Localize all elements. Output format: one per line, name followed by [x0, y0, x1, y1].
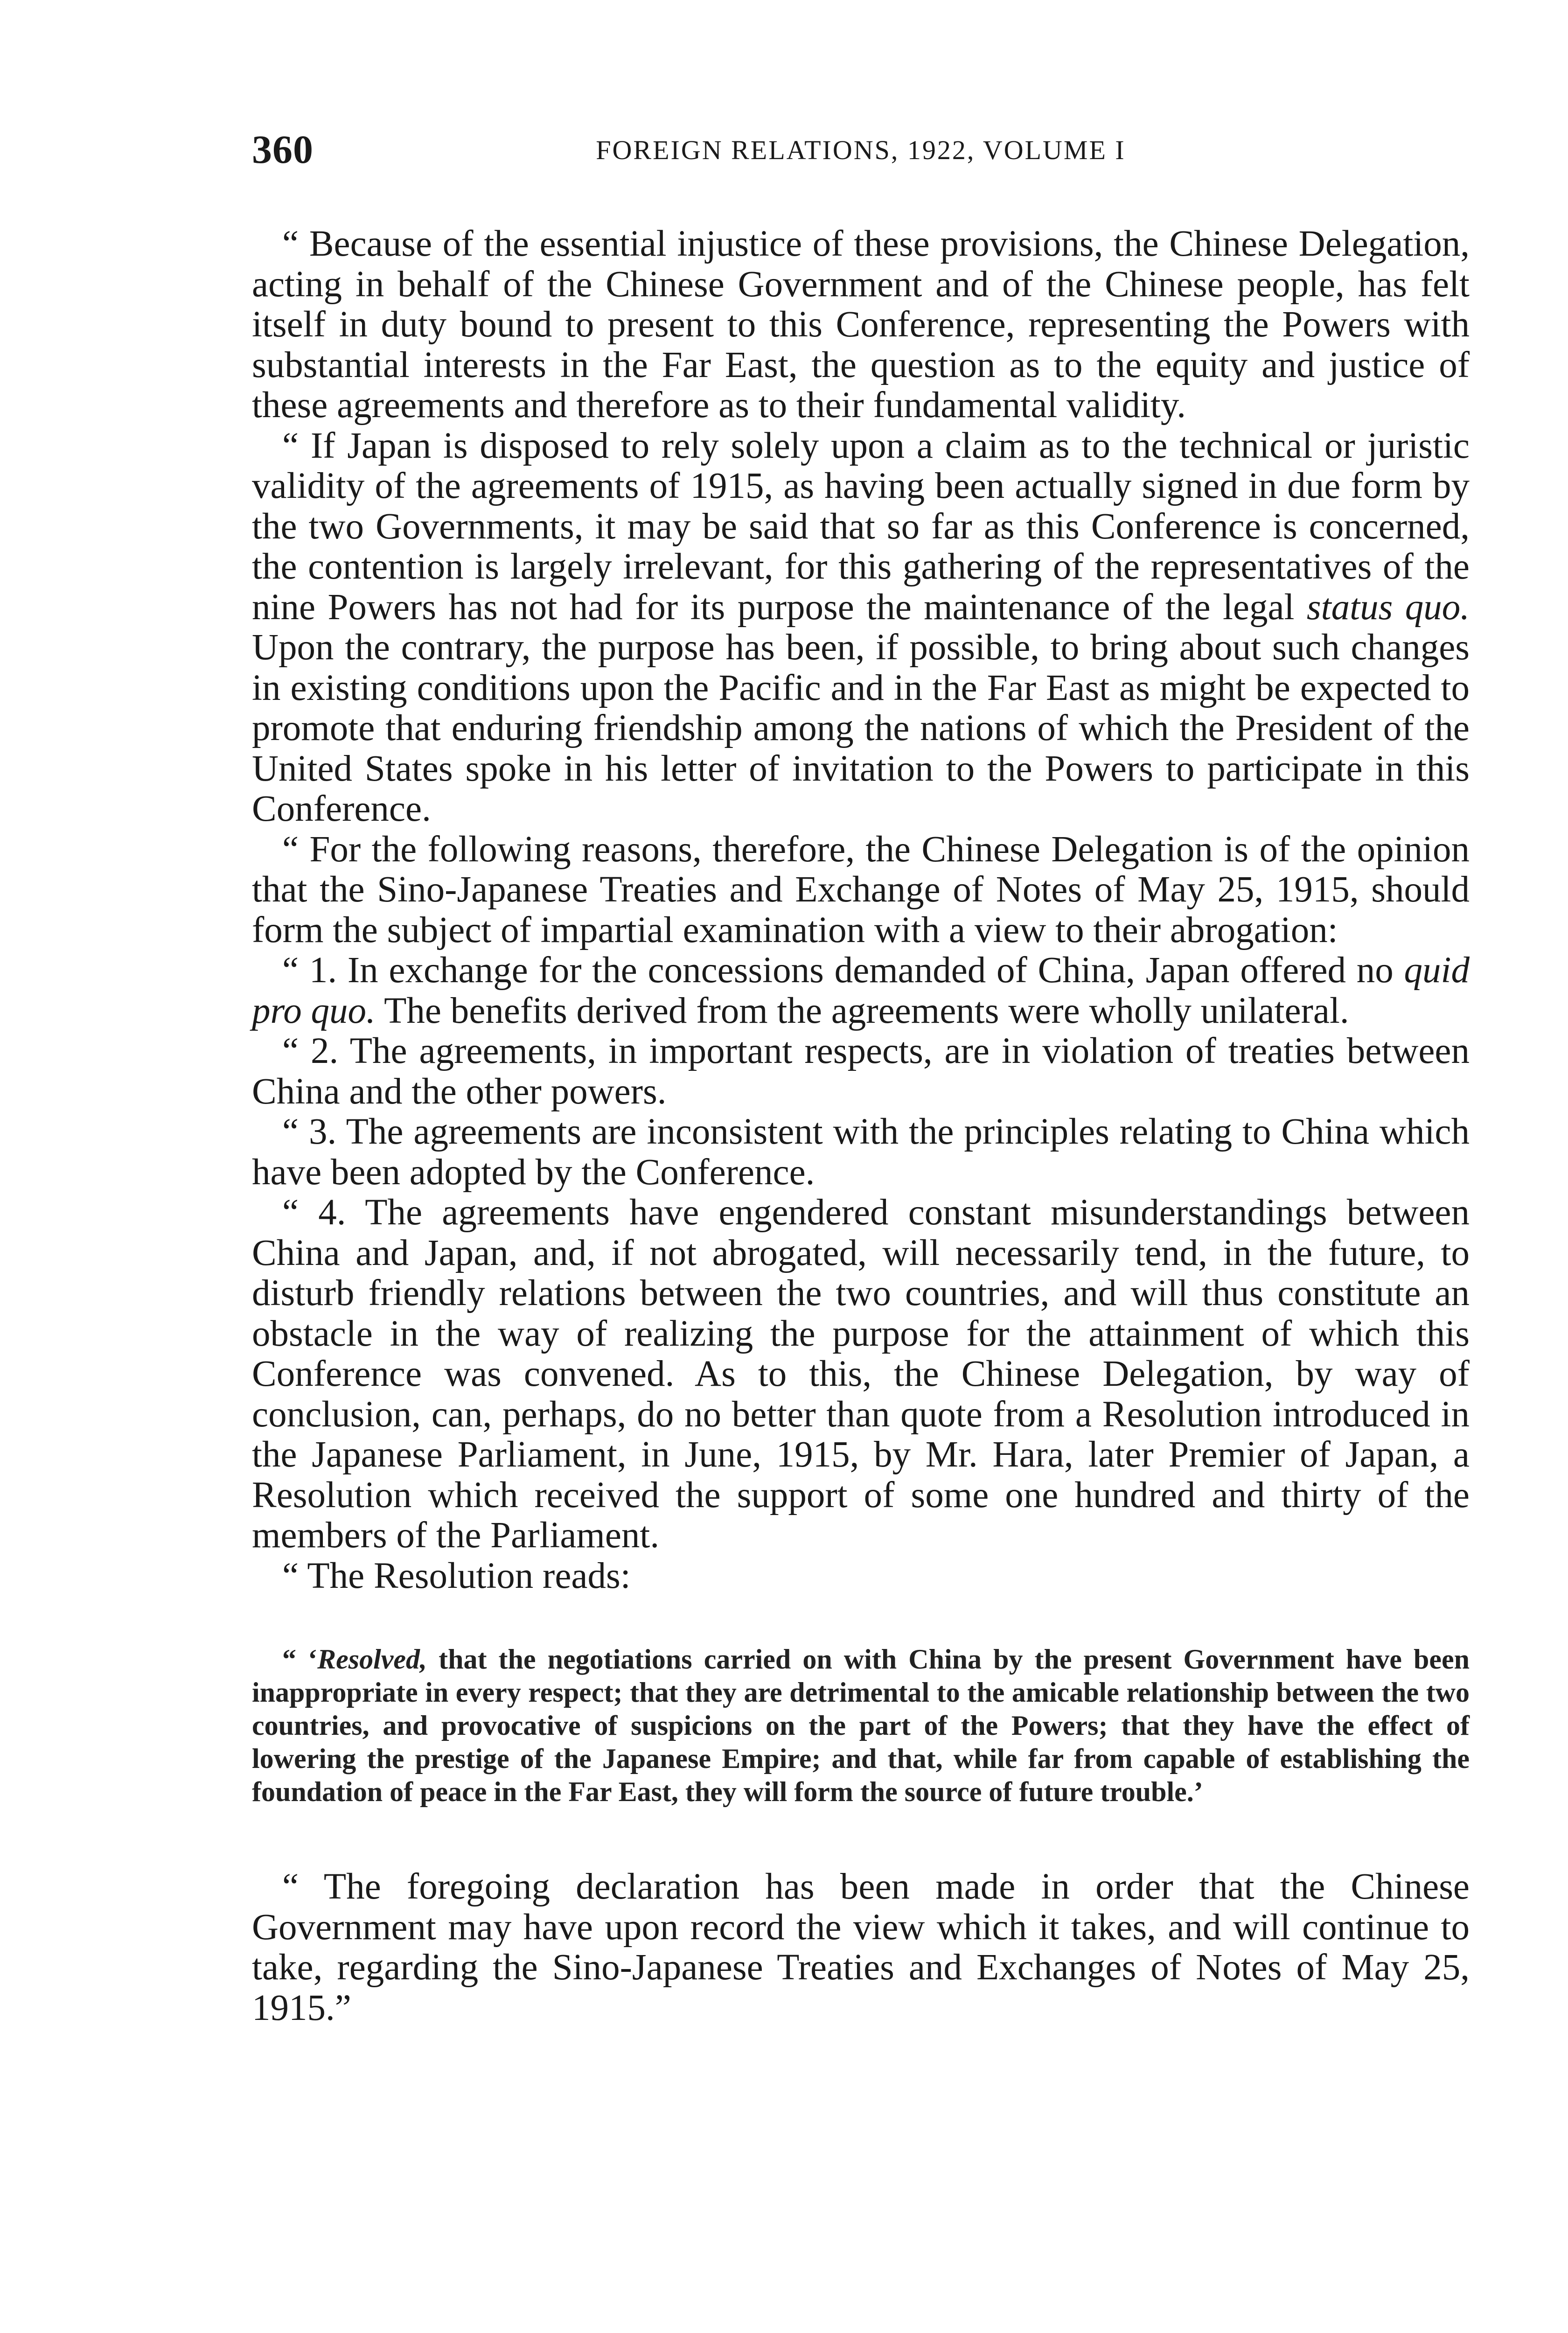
italic-phrase: status quo. [1306, 587, 1470, 628]
page-header [252, 126, 1470, 177]
running-head: FOREIGN RELATIONS, 1922, VOLUME I [596, 135, 1126, 165]
reason-4: “ 4. The agreements have engendered constant misunderstandings between China and Japan, and, if not abrogated, will necessarily tend, in the future, to disturb friendly relations between the two countries, and will thus constitute an obstacle in the way of realizing the purpose for the attainment of which this Conference was convened. As to this, the Chinese Delegation, by way of conclusion, can, perhaps, do no better than quote from a Resolution introduced in the Japanese Parliament, in June, 1915, by Mr. Hara, later Premier of Japan, a Resolution which received the support of some one hundred and thirty of the members of the Parliament. [252, 1192, 1470, 1556]
paragraph-text: Upon the contrary, the purpose has been, if possible, to bring about such changes in existing conditions upon the Pacific and in the Far East as might be expected to promote that enduring friendship among the nations of which the President of the United States spoke in his letter of invitation to the Powers to participate in this Conference. [252, 627, 1470, 829]
paragraph-text: “ If Japan is disposed to rely solely upon a claim as to the technical or juristic validity of the agreements of 1915, as having been actually signed in due form by the two Governments, it may be said that so far as this Conference is concerned, the contention is largely irrelevant, for this gathering of the representatives of the nine Powers has not had for its purpose the maintenance of the legal [252, 425, 1470, 628]
reason-1 [252, 950, 1470, 1031]
reason-3: “ 3. The agreements are inconsistent with the principles relating to China which have been adopted by the Conference. [252, 1111, 1470, 1193]
paragraph-resolution-reads: “ The Resolution reads: [282, 1555, 631, 1596]
paragraph-reasons-intro: “ For the following reasons, therefore, the Chinese Delegation is of the opinion that the Sino-Japanese Treaties and Exchange of Notes of May 25, 1915, should form the subject of impartial examination with a view to their abrogation: [252, 829, 1470, 950]
reason-text: The benefits derived from the agreements were wholly unilateral. [375, 990, 1349, 1031]
paragraph-injustice: “ Because of the essential injustice of these provisions, the Chinese Delegation, acting in behalf of the Chinese Government and of the Chinese people, has felt itself in duty bound to present to this Conference, representing the Powers with substantial interests in the Far East, the question as to the equity and justice of these agreements and therefore as to their fundamental validity. [252, 224, 1470, 426]
paragraph-juristic-validity [252, 426, 1470, 830]
body-text [252, 224, 1470, 2028]
resolved-italic: Resolved, [317, 1644, 427, 1675]
quote-mark: “ ‘ [282, 1644, 318, 1675]
resolution-quote [252, 1643, 1470, 1809]
reason-2: “ 2. The agreements, in important respects, are in violation of treaties between China and the other powers. [252, 1031, 1470, 1112]
resolution-text: that the negotiations carried on with China by the present Government have been inappropriate in every respect; that they are detrimental to the amicable relationship between the two countries, and provocative of suspicions on the part of the Powers; that they have the effect of lowering the prestige of the Japanese Empire; and that, while far from capable of establishing the foundation of peace in the Far East, they will form the source of future trouble.’ [252, 1644, 1470, 1807]
reason-text: “ 1. In exchange for the concessions demanded of China, Japan offered no [282, 950, 1404, 991]
italic-phrase: quid pro quo. [252, 950, 1470, 1031]
document-page [252, 126, 1470, 2028]
page-number: 360 [252, 127, 314, 172]
closing-paragraph: “ The foregoing declaration has been made in order that the Chinese Government may have upon record the view which it takes, and will continue to take, regarding the Sino-Japanese Treaties and Exchanges of Notes of May 25, 1915.” [252, 1866, 1470, 2028]
